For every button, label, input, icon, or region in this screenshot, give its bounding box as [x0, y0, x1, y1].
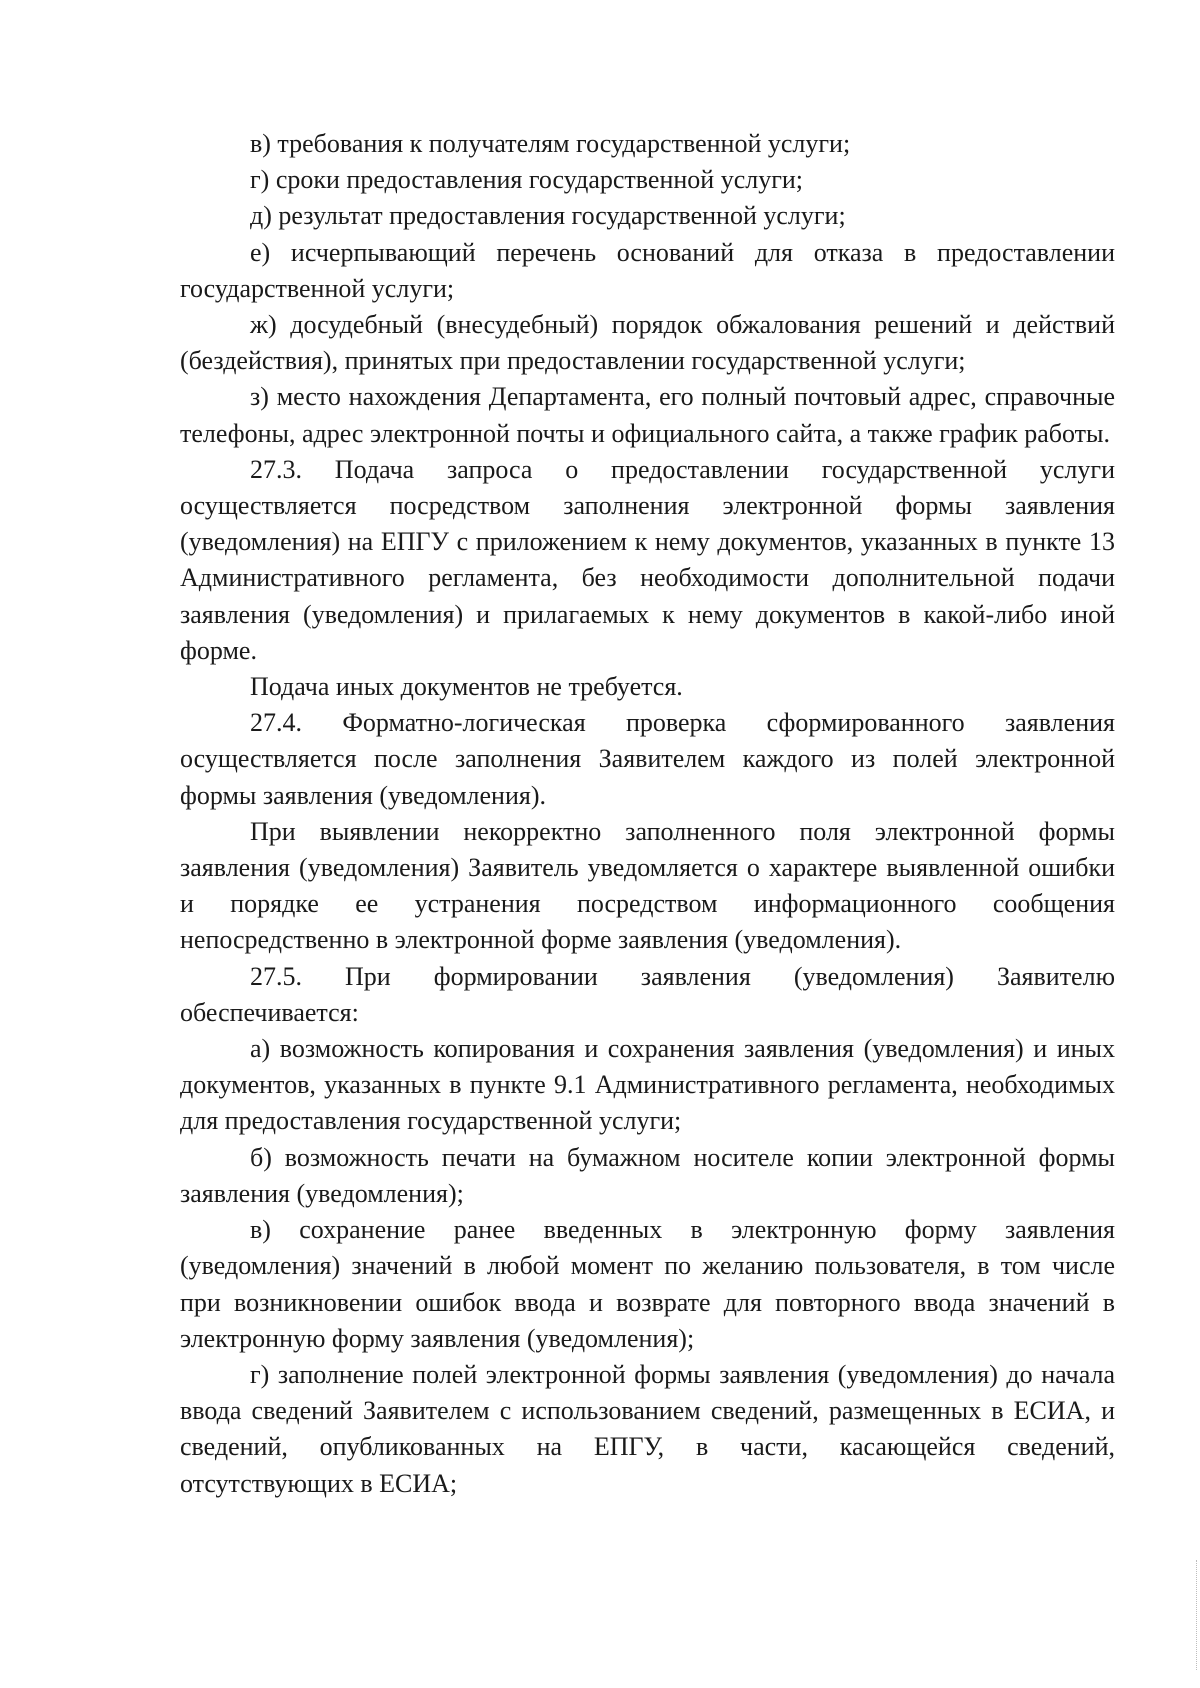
paragraph-27-5-b: б) возможность печати на бумажном носителе копии электронной формы заявления (уведомления);	[180, 1142, 1115, 1208]
paragraph-27-3: 27.3. Подача запроса о предоставлении государственной услуги осуществляется посредством заполнения электронной формы заявления (уведомления) на ЕПГУ с приложением к нему документов, указанных в пункте 13 Административного регламента, без необходимости дополнительной подачи заявления (уведомления) и прилагаемых к нему документов в какой-либо иной форме.	[180, 454, 1115, 665]
paragraph-item-v: в) требования к получателям государственной услуги;	[250, 129, 851, 158]
paragraph-item-e: е) исчерпывающий перечень оснований для отказа в предоставлении государственной услуги;	[180, 237, 1115, 303]
paragraph-27-4: 27.4. Форматно-логическая проверка сформированного заявления осуществляется после заполнения Заявителем каждого из полей электронной формы заявления (уведомления).	[180, 708, 1115, 810]
paragraph-27-5-a: а) возможность копирования и сохранения заявления (уведомления) и иных документов, указанных в пункте 9.1 Административного регламента, необходимых для предоставления государственной услуги;	[180, 1034, 1115, 1136]
paragraph-27-5: 27.5. При формировании заявления (уведомления) Заявителю обеспечивается:	[180, 961, 1115, 1027]
scan-edge-mark	[1196, 1560, 1200, 1670]
paragraph-item-z: з) место нахождения Департамента, его полный почтовый адрес, справочные телефоны, адрес электронной почты и официального сайта, а также график работы.	[180, 382, 1115, 448]
paragraph-27-5-v: в) сохранение ранее введенных в электронную форму заявления (уведомления) значений в любой момент по желанию пользователя, в том числе при возникновении ошибок ввода и возврате для повторного ввода значений в электронную форму заявления (уведомления);	[180, 1215, 1115, 1353]
paragraph-item-g: г) сроки предоставления государственной услуги;	[250, 165, 804, 195]
paragraph-no-other-docs: Подача иных документов не требуется.	[250, 672, 683, 702]
paragraph-error-notice: При выявлении некорректно заполненного поля электронной формы заявления (уведомления) Заявитель уведомляется о характере выявленной ошибки и порядке ее устранения посредством информационного сообщения непосредственно в электронной форме заявления (уведомления).	[180, 816, 1115, 955]
paragraph-item-d: д) результат предоставления государственной услуги;	[250, 201, 846, 231]
document-body	[180, 126, 1115, 1502]
paragraph-27-5-g: г) заполнение полей электронной формы заявления (уведомления) до начала ввода сведений Заявителем с использованием сведений, размещенных в ЕСИА, и сведений, опубликованных на ЕПГУ, в части, касающейся сведений, отсутствующих в ЕСИА;	[180, 1359, 1115, 1498]
paragraph-item-zh: ж) досудебный (внесудебный) порядок обжалования решений и действий (бездействия), принятых при предоставлении государственной услуги;	[180, 310, 1115, 376]
